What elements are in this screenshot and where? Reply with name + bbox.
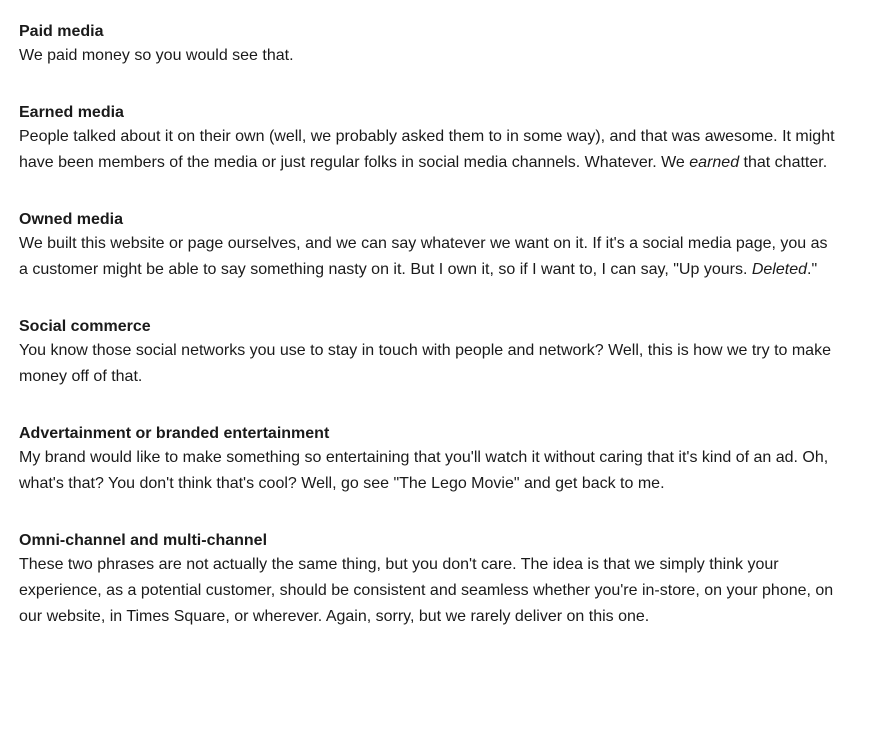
term-definition — [19, 338, 839, 390]
definition-emphasis: Deleted — [751, 261, 807, 278]
term-omni-channel — [19, 528, 839, 630]
definition-text: You know those social networks you use to stay in touch with people and network? Well, this is how we try to make money off of that. — [19, 342, 831, 385]
term-title: Paid media — [19, 23, 104, 40]
term-title: Owned media — [19, 211, 124, 228]
term-paid-media — [19, 19, 839, 69]
definition-emphasis: earned — [689, 154, 740, 171]
term-title: Earned media — [19, 104, 124, 121]
term-owned-media — [19, 207, 839, 283]
term-title: Omni-channel and multi-channel — [19, 532, 268, 549]
term-social-commerce — [19, 314, 839, 390]
term-definition — [19, 43, 839, 69]
term-advertainment — [19, 421, 839, 497]
term-definition — [19, 445, 839, 497]
definition-text: These two phrases are not actually the same thing, but you don't care. The idea is that we simply think your experience, as a potential customer, should be consistent and seamless whether you're in-store, on your phone, on our website, in Times Square, or wherever. Again, sorry, but we rarely deliver on this one. — [19, 556, 834, 625]
definition-text: We built this website or page ourselves, and we can say whatever we want on it. If it's a social media page, you as a customer might be able to say something nasty on it. But I own it, so if I want to, I can say, "Up yours. — [19, 235, 828, 278]
definition-text: ." — [807, 261, 818, 278]
definition-text: My brand would like to make something so entertaining that you'll watch it without caring that it's kind of an ad. Oh, what's that? You don't think that's cool? Well, go see "The Lego Movie" and get back to me. — [19, 449, 829, 492]
definition-text: People talked about it on their own (well, we probably asked them to in some way), and that was awesome. It might have been members of the media or just regular folks in social media channels. Whatever. We — [19, 128, 835, 171]
definition-text: that chatter. — [739, 154, 828, 171]
term-definition — [19, 552, 839, 630]
definition-text: We paid money so you would see that. — [19, 47, 294, 64]
term-definition — [19, 124, 839, 176]
term-title: Advertainment or branded entertainment — [19, 425, 330, 442]
term-earned-media — [19, 100, 839, 176]
term-definition — [19, 231, 839, 283]
term-title: Social commerce — [19, 318, 151, 335]
